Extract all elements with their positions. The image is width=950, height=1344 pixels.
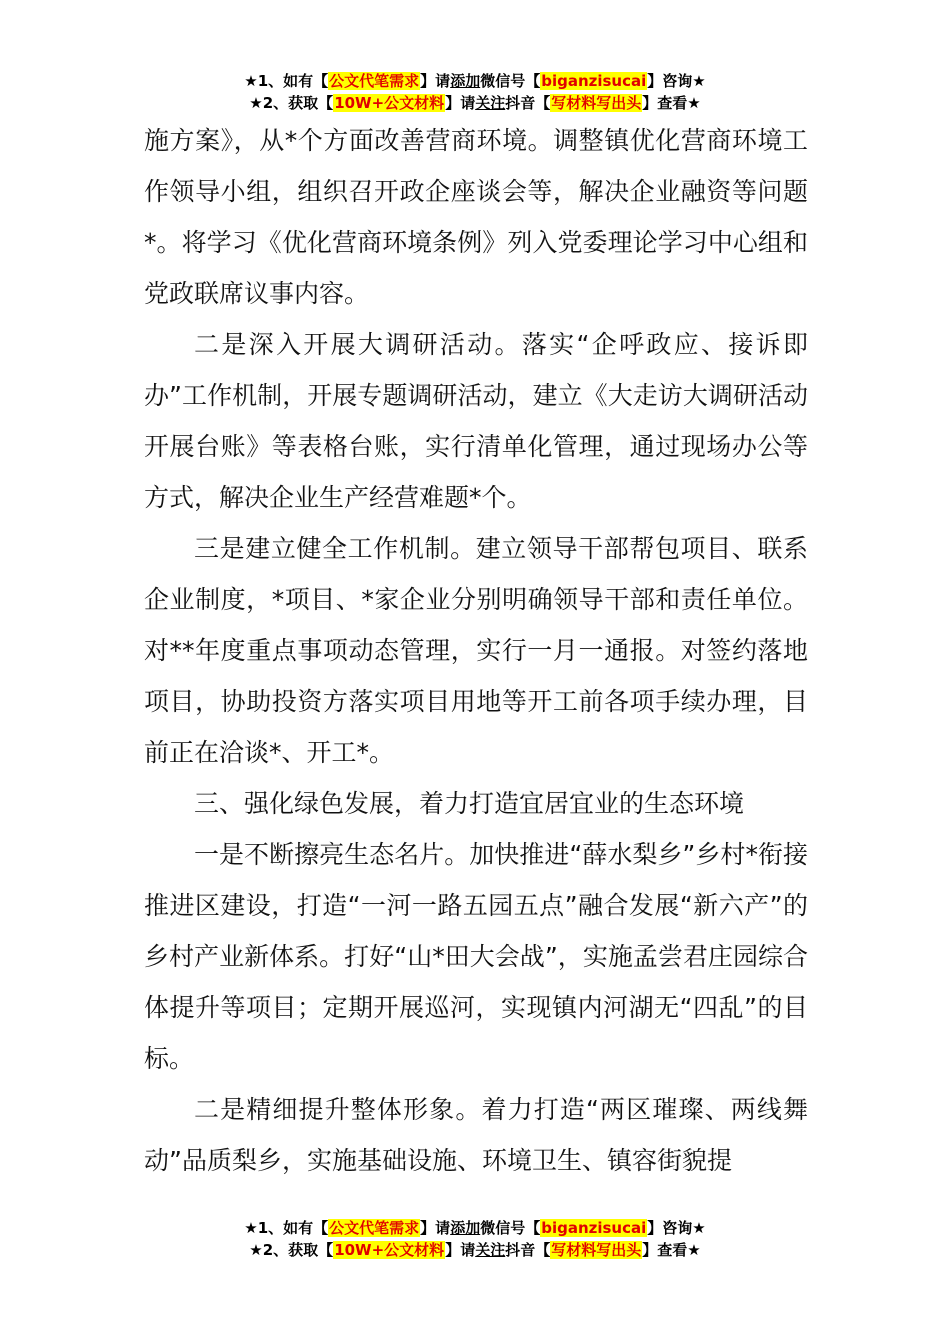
banner-text: 】咨询★ — [647, 72, 706, 90]
banner-line-1 — [0, 1217, 950, 1239]
banner-text: 】请 — [445, 94, 476, 112]
banner-text: 】请 — [420, 1219, 451, 1237]
banner-line-2 — [0, 1239, 950, 1261]
body-paragraph: 二是精细提升整体形象。着力打造“两区璀璨、两线舞动”品质梨乡，实施基础设施、环境卫生、镇容街貌提 — [144, 1095, 808, 1175]
banner-highlight: biganzisucai — [541, 1219, 647, 1237]
banner-text: 】查看★ — [642, 1241, 701, 1259]
banner-underlined-text: 添加 — [450, 1219, 481, 1237]
banner-highlight: 10W+公文材料 — [334, 1241, 445, 1259]
banner-text: ★2、获取【 — [249, 94, 334, 112]
banner-text: 】查看★ — [642, 94, 701, 112]
banner-highlight: 写材料写出头 — [551, 1241, 642, 1259]
banner-underlined-text: 关注 — [475, 1241, 506, 1259]
body-paragraph: 一是不断擦亮生态名片。加快推进“薛水梨乡”乡村*衔接推进区建设，打造“一河一路五园五点”融合发展“新六产”的乡村产业新体系。打好“山*田大会战”，实施孟尝君庄园综合体提升等项目；定期开展巡河，实现镇内河湖无“四乱”的目标。 — [144, 840, 808, 1073]
banner-line-1 — [0, 70, 950, 92]
banner-text: 微信号【 — [480, 1219, 541, 1237]
banner-text: 微信号【 — [480, 72, 541, 90]
footer-banner — [0, 1217, 950, 1261]
banner-highlight: 10W+公文材料 — [334, 94, 445, 112]
banner-underlined-text: 添加 — [450, 72, 481, 90]
banner-line-2 — [0, 92, 950, 114]
banner-underlined-text: 关注 — [475, 94, 506, 112]
banner-text: 】请 — [445, 1241, 476, 1259]
body-paragraph: 施方案》，从*个方面改善营商环境。调整镇优化营商环境工作领导小组，组织召开政企座谈会等，解决企业融资等问题*。将学习《优化营商环境条例》列入党委理论学习中心组和党政联席议事内容。 — [144, 126, 808, 308]
banner-highlight: 公文代笔需求 — [329, 1219, 420, 1237]
banner-text: ★2、获取【 — [249, 1241, 334, 1259]
banner-text: 】咨询★ — [647, 1219, 706, 1237]
banner-text: 抖音【 — [505, 1241, 551, 1259]
banner-highlight: 公文代笔需求 — [329, 72, 420, 90]
header-banner — [0, 70, 950, 114]
document-body — [144, 115, 808, 1186]
banner-highlight: biganzisucai — [541, 72, 647, 90]
body-paragraph: 三是建立健全工作机制。建立领导干部帮包项目、联系企业制度，*项目、*家企业分别明确领导干部和责任单位。对**年度重点事项动态管理，实行一月一通报。对签约落地项目，协助投资方落实项目用地等开工前各项手续办理，目前正在洽谈*、开工*。 — [144, 534, 808, 767]
banner-text: 抖音【 — [505, 94, 551, 112]
banner-text: 】请 — [420, 72, 451, 90]
banner-text: ★1、如有【 — [244, 72, 329, 90]
section-heading: 三、强化绿色发展，着力打造宜居宜业的生态环境 — [194, 789, 745, 818]
banner-highlight: 写材料写出头 — [551, 94, 642, 112]
banner-text: ★1、如有【 — [244, 1219, 329, 1237]
body-paragraph: 二是深入开展大调研活动。落实“企呼政应、接诉即办”工作机制，开展专题调研活动，建立《大走访大调研活动开展台账》等表格台账，实行清单化管理，通过现场办公等方式，解决企业生产经营难题*个。 — [144, 330, 808, 512]
